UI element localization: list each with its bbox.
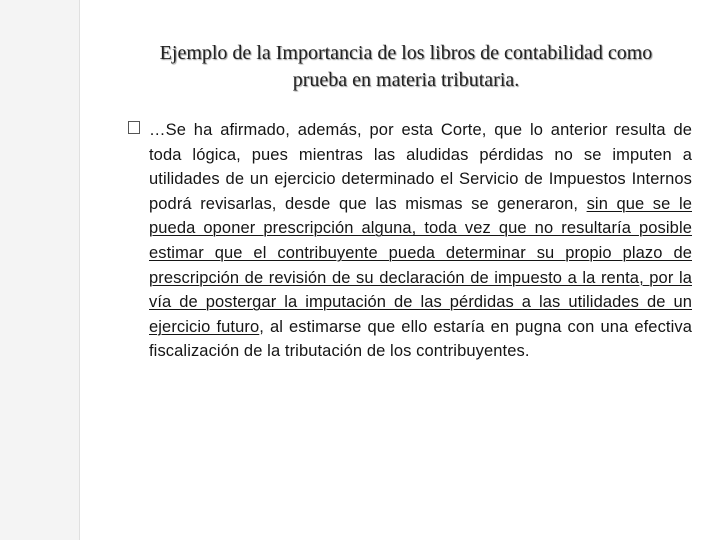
slide-title bbox=[112, 40, 700, 94]
square-bullet-icon bbox=[128, 121, 140, 134]
body-text-part-1: …Se ha afirmado, además, por esta Corte, que lo anterior resulta de toda lógica, pues mientras las aludidas pérdidas no se imputen a utilidades de un ejercicio determinado el Servicio de Impuestos Internos podrá revisarlas, desde que las mismas se generaron, bbox=[149, 121, 692, 213]
slide-title-line-2: prueba en materia tributaria. bbox=[292, 69, 520, 91]
left-decorative-strip bbox=[0, 0, 80, 540]
body-text-underlined: sin que se le pueda oponer prescripción alguna, toda vez que no resultaría posible estimar que el contribuyente pueda determinar su propio plazo de prescripción de revisión de su declaración de impuesto a la renta, por la vía de postergar la imputación de las pérdidas a las utilidades de un ejercicio futuro bbox=[149, 194, 692, 336]
slide-title-line-1: Ejemplo de la Importancia de los libros de contabilidad como bbox=[159, 42, 653, 64]
bullet-item bbox=[128, 118, 692, 364]
bullet-body-text bbox=[149, 118, 692, 364]
body-text-part-3: , al estimarse que ello estaría en pugna con una efectiva fiscalización de la tributación de los contribuyentes. bbox=[149, 317, 692, 361]
